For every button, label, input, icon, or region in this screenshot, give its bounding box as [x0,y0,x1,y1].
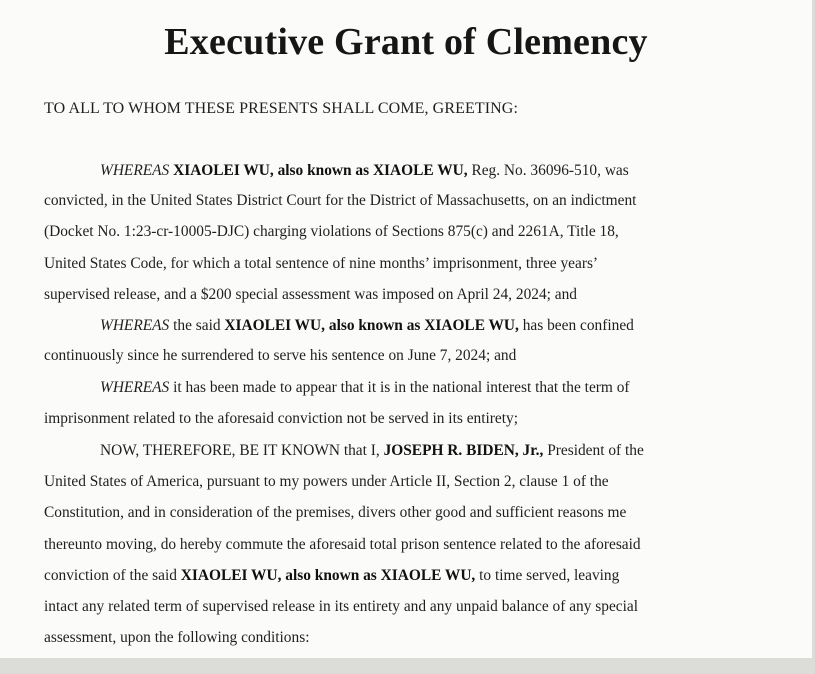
body-span: convicted, in the United States District Court for the District of Massachusetts, on an indictment [44,192,637,209]
body-span: conviction of the said [44,567,181,584]
body-span: assessment, upon the following conditions: [44,629,310,646]
body-span: WHEREAS [100,162,174,179]
body-span: Reg. No. 36096-510, was [467,162,629,179]
body-line [44,628,309,648]
body-span: thereunto moving, do hereby commute the aforesaid total prison sentence related to the aforesaid [44,536,641,553]
body-line [44,254,598,274]
body-span: NOW, THEREFORE, BE IT KNOWN that I, [100,442,384,459]
body-span: intact any related term of supervised release in its entirety and any unpaid balance of any special [44,598,639,615]
body-span: continuously since he surrendered to serve his sentence on June 7, 2024; and [44,347,517,364]
body-span: Constitution, and in consideration of the premises, divers other good and sufficient reasons me [44,504,627,521]
body-span: United States Code, for which a total sentence of nine months’ imprisonment, three years’ [44,255,599,272]
body-span: supervised release, and a $200 special assessment was imposed on April 24, 2024; and [44,286,577,303]
body-line [44,346,516,366]
body-span: (Docket No. 1:23-cr-10005-DJC) charging violations of Sections 875(c) and 2261A, Title 18, [44,223,619,240]
greeting-line: TO ALL TO WHOM THESE PRESENTS SHALL COME, GREETING: [44,100,519,117]
body-line [100,316,634,336]
body-line [44,409,518,429]
body-line [44,597,638,617]
body-span: President of the [543,442,644,459]
body-span: it has been made to appear that it is in the national interest that the term of [169,379,630,396]
body-line [100,378,630,398]
body-line [100,161,629,181]
body-span: the said [169,317,225,334]
body-span: has been confined [518,317,634,334]
body-line [44,222,619,242]
body-line [44,503,626,523]
body-span: XIAOLEI WU, also known as XIAOLE WU, [180,567,476,584]
body-span: United States of America, pursuant to my powers under Article II, Section 2, clause 1 of the [44,473,609,490]
body-line [44,535,641,555]
body-span: XIAOLEI WU, also known as XIAOLE WU, [173,162,468,179]
body-line [44,285,577,305]
body-line [44,472,609,492]
body-span: XIAOLEI WU, also known as XIAOLE WU, [224,317,519,334]
body-line [44,191,636,211]
body-line [100,441,644,461]
body-span: JOSEPH R. BIDEN, Jr., [383,442,544,459]
document-title: Executive Grant of Clemency [164,21,648,63]
body-span: WHEREAS [100,317,170,334]
body-line [44,566,619,586]
body-span: imprisonment related to the aforesaid conviction not be served in its entirety; [44,410,518,427]
body-span: to time served, leaving [475,567,620,584]
body-span: WHEREAS [100,379,170,396]
